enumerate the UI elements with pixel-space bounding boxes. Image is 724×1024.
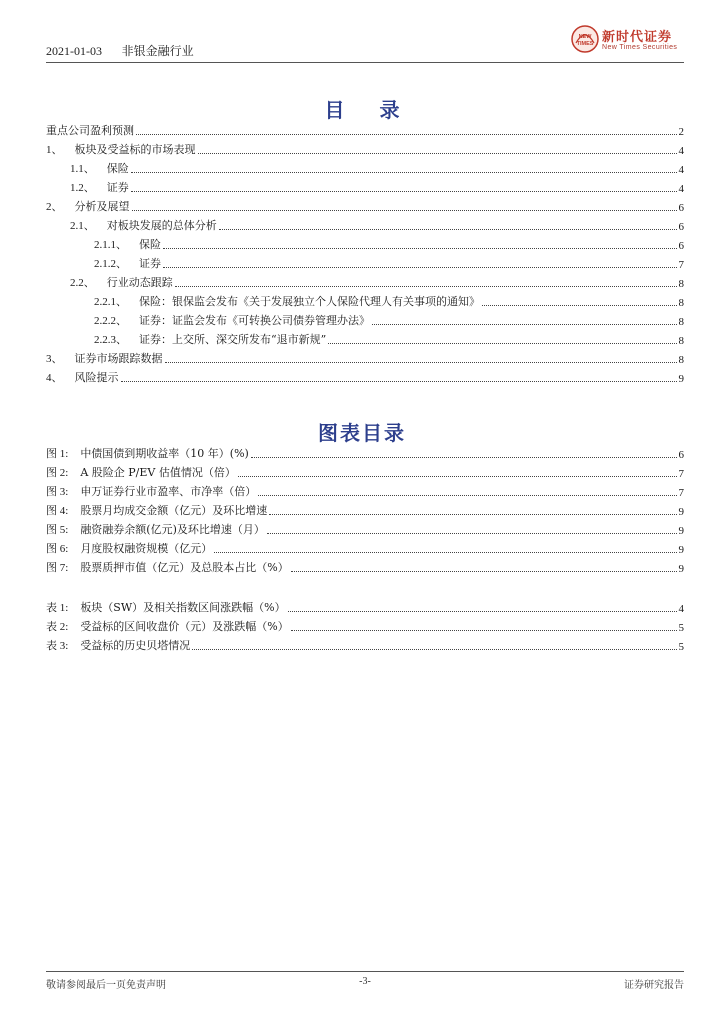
entry-number: 表 1: xyxy=(46,602,69,614)
dot-leader xyxy=(258,494,676,496)
toc-entry[interactable] xyxy=(46,143,684,157)
entry-number: 2.2.1、 xyxy=(94,296,127,308)
entry-page-number: 6 xyxy=(678,202,684,214)
footer-report-type: 证券研究报告 xyxy=(624,980,684,991)
entry-number: 图 1: xyxy=(46,448,69,460)
dot-leader xyxy=(163,247,677,249)
entry-number: 图 5: xyxy=(46,524,69,536)
entry-label: 行业动态跟踪 xyxy=(106,276,173,289)
entry-label: 股票月均成交金额（亿元）及环比增速 xyxy=(80,504,268,517)
toc-entry[interactable] xyxy=(46,162,684,176)
header-divider xyxy=(46,62,684,63)
entry-page-number: 8 xyxy=(678,335,684,347)
dot-leader xyxy=(291,629,677,631)
footer-disclaimer: 敬请参阅最后一页免责声明 xyxy=(46,980,166,991)
footer-divider xyxy=(46,971,684,972)
entry-page-number: 6 xyxy=(678,240,684,252)
entry-label: 股票质押市值（亿元）及总股本占比（%） xyxy=(80,561,289,574)
entry-page-number: 8 xyxy=(678,297,684,309)
entry-page-number: 2 xyxy=(678,126,684,138)
toc-entry[interactable] xyxy=(46,181,684,195)
entry-label: 证券 xyxy=(139,257,161,270)
logo-mark-icon xyxy=(570,24,600,54)
entry-page-number: 6 xyxy=(678,449,684,461)
entry-page-number: 4 xyxy=(678,145,684,157)
toc-entry[interactable] xyxy=(46,295,684,309)
entry-label: 分析及展望 xyxy=(74,200,130,213)
toc-entry[interactable] xyxy=(46,601,684,615)
footer-page-number: -3- xyxy=(359,976,371,987)
dot-leader xyxy=(267,532,677,534)
dot-leader xyxy=(482,304,677,306)
toc-title: 目 录 xyxy=(324,98,414,122)
entry-number: 图 6: xyxy=(46,543,69,555)
toc-entry[interactable] xyxy=(46,561,684,575)
logo-chinese-name: 新时代证券 xyxy=(602,30,673,45)
entry-page-number: 8 xyxy=(678,316,684,328)
entry-number: 表 2: xyxy=(46,621,69,633)
logo-mark-text-1: NEW xyxy=(578,34,592,40)
entry-label: 受益标的区间收盘价（元）及涨跌幅（%） xyxy=(80,620,289,633)
dot-leader xyxy=(175,285,677,287)
entry-page-number: 7 xyxy=(678,487,684,499)
entry-label: 保险 xyxy=(106,162,129,175)
dot-leader xyxy=(136,133,677,135)
company-logo xyxy=(570,24,684,58)
entry-number: 1.1、 xyxy=(70,163,95,175)
entry-page-number: 5 xyxy=(678,622,684,634)
entry-page-number: 4 xyxy=(678,164,684,176)
toc-entry[interactable] xyxy=(46,219,684,233)
entry-number: 4、 xyxy=(46,372,63,384)
dot-leader xyxy=(198,152,677,154)
dot-leader xyxy=(238,475,677,477)
entry-label: 证券 xyxy=(106,181,129,194)
dot-leader xyxy=(131,171,677,173)
entry-label: 申万证券行业市盈率、市净率（倍） xyxy=(80,485,257,498)
entry-label: 保险：银保监会发布《关于发展独立个人保险代理人有关事项的通知》 xyxy=(139,295,480,308)
report-date: 2021-01-03 xyxy=(46,44,102,58)
toc-entry[interactable] xyxy=(46,523,684,537)
entry-number: 表 3: xyxy=(46,640,69,652)
entry-number: 2.1.1、 xyxy=(94,239,127,251)
toc-entry[interactable] xyxy=(46,620,684,634)
entry-label: 保险 xyxy=(139,238,161,251)
figure-list-title: 图表目录 xyxy=(318,421,406,445)
dot-leader xyxy=(288,610,677,612)
toc-entry[interactable] xyxy=(46,504,684,518)
dot-leader xyxy=(269,513,676,515)
entry-page-number: 9 xyxy=(678,544,684,556)
dot-leader xyxy=(192,648,676,650)
dot-leader xyxy=(163,266,677,268)
entry-number: 图 7: xyxy=(46,562,69,574)
sector-name: 非银金融行业 xyxy=(121,44,194,58)
entry-number: 2.2.3、 xyxy=(94,334,127,346)
toc-entry[interactable] xyxy=(46,542,684,556)
entry-label: 证券：上交所、深交所发布“退市新规” xyxy=(139,333,327,346)
entry-page-number: 7 xyxy=(678,468,684,480)
dot-leader xyxy=(372,323,677,325)
page-footer xyxy=(46,976,684,992)
entry-number: 图 3: xyxy=(46,486,69,498)
toc-entry[interactable] xyxy=(46,238,684,252)
dot-leader xyxy=(131,190,677,192)
toc-entry[interactable] xyxy=(46,639,684,653)
entry-label: 中债国债到期收益率（10 年）(%) xyxy=(80,447,249,460)
dot-leader xyxy=(291,570,677,572)
toc-entry[interactable] xyxy=(46,124,684,138)
dot-leader xyxy=(132,209,677,211)
entry-label: 板块及受益标的市场表现 xyxy=(74,143,196,156)
entry-page-number: 8 xyxy=(678,278,684,290)
entry-label: 风险提示 xyxy=(74,371,119,384)
entry-label: 对板块发展的总体分析 xyxy=(106,219,217,232)
entry-label: 板块（SW）及相关指数区间涨跌幅（%） xyxy=(80,601,286,614)
entry-number: 1、 xyxy=(46,144,63,156)
toc-entry[interactable] xyxy=(46,371,684,385)
toc-entry[interactable] xyxy=(46,257,684,271)
toc-entry[interactable] xyxy=(46,485,684,499)
entry-page-number: 7 xyxy=(678,259,684,271)
dot-leader xyxy=(251,456,677,458)
entry-page-number: 9 xyxy=(678,525,684,537)
entry-label: A 股险企 P/EV 估值情况（倍） xyxy=(80,466,236,479)
entry-label: 融资融券余额(亿元)及环比增速（月） xyxy=(80,523,265,536)
toc-entry[interactable] xyxy=(46,200,684,214)
dot-leader xyxy=(214,551,676,553)
dot-leader xyxy=(121,380,677,382)
header-meta xyxy=(46,42,194,59)
dot-leader xyxy=(165,361,677,363)
logo-mark-text-2: TIMES xyxy=(576,41,594,47)
entry-label: 证券：证监会发布《可转换公司债券管理办法》 xyxy=(139,314,370,327)
toc-entry[interactable] xyxy=(46,447,684,461)
entry-number: 图 4: xyxy=(46,505,69,517)
toc-entry[interactable] xyxy=(46,276,684,290)
toc-entry[interactable] xyxy=(46,466,684,480)
entry-number: 图 2: xyxy=(46,467,69,479)
entry-label: 证券市场跟踪数据 xyxy=(74,352,163,365)
entry-number: 2.2.2、 xyxy=(94,315,127,327)
page-header xyxy=(46,0,684,62)
entry-page-number: 9 xyxy=(678,373,684,385)
entry-label: 受益标的历史贝塔情况 xyxy=(80,639,191,652)
dot-leader xyxy=(219,228,677,230)
entry-page-number: 8 xyxy=(678,354,684,366)
entry-page-number: 6 xyxy=(678,221,684,233)
dot-leader xyxy=(328,342,676,344)
entry-number: 2.1、 xyxy=(70,220,95,232)
toc-entry[interactable] xyxy=(46,352,684,366)
entry-page-number: 4 xyxy=(678,183,684,195)
entry-page-number: 9 xyxy=(678,506,684,518)
entry-page-number: 4 xyxy=(678,603,684,615)
toc-entry[interactable] xyxy=(46,333,684,347)
entry-page-number: 9 xyxy=(678,563,684,575)
entry-number: 1.2、 xyxy=(70,182,95,194)
entry-number: 2.2、 xyxy=(70,277,95,289)
entry-number: 2.1.2、 xyxy=(94,258,127,270)
logo-english-name: New Times Securities xyxy=(602,44,678,51)
entry-page-number: 5 xyxy=(678,641,684,653)
entry-label: 月度股权融资规模（亿元） xyxy=(80,542,213,555)
entry-number: 3、 xyxy=(46,353,63,365)
entry-label: 重点公司盈利预测 xyxy=(46,124,134,137)
toc-entry[interactable] xyxy=(46,314,684,328)
entry-number: 2、 xyxy=(46,201,63,213)
